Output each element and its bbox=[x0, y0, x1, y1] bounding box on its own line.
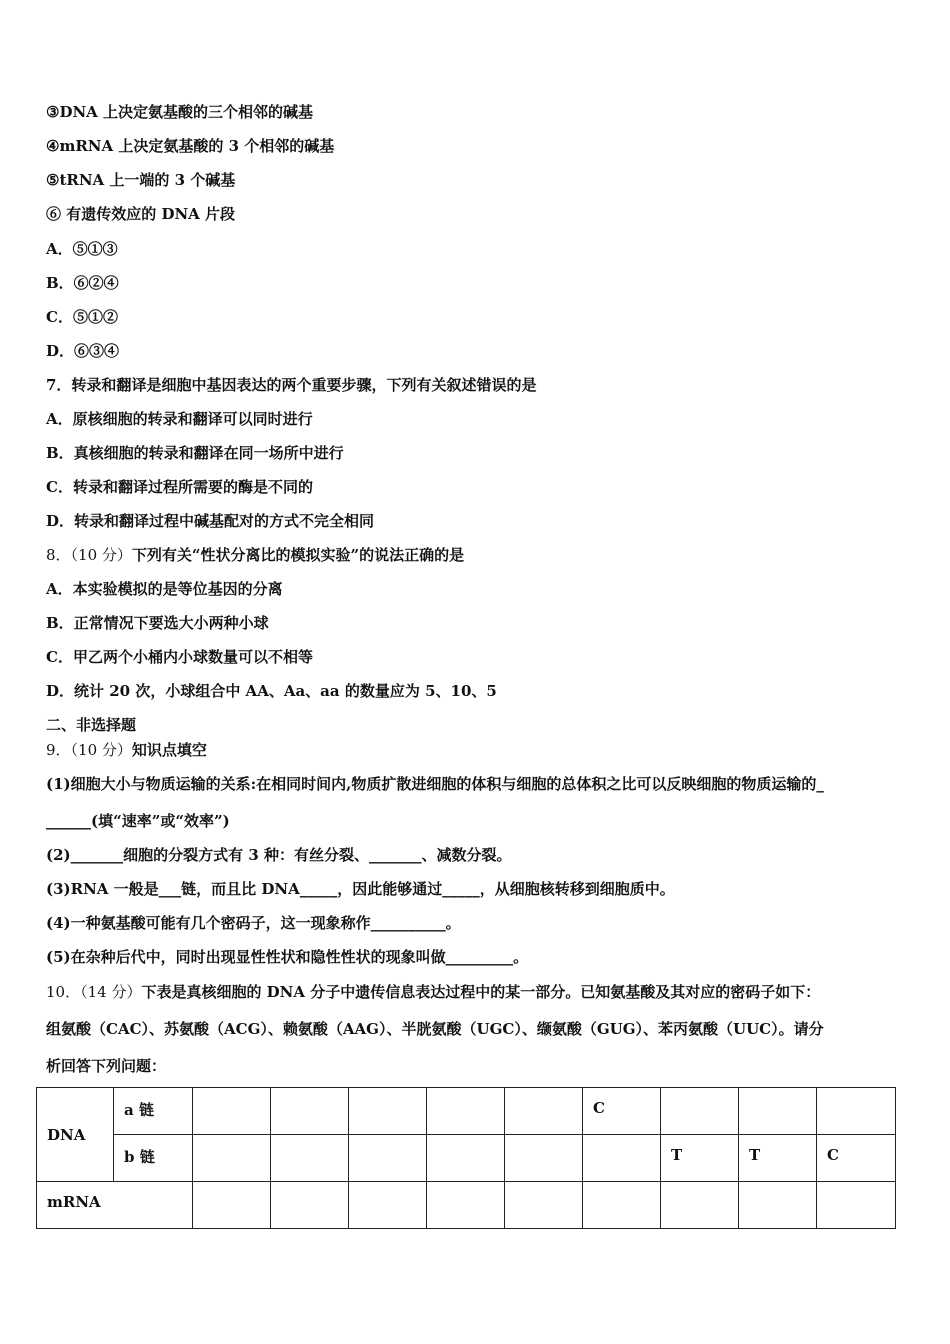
q6-item-3: ③DNA 上决定氨基酸的三个相邻的碱基 bbox=[46, 103, 314, 121]
mrna-cell bbox=[271, 1182, 349, 1229]
q9-number: 9．（10 分） bbox=[46, 741, 132, 759]
q8-option-c: C．甲乙两个小桶内小球数量可以不相等 bbox=[46, 648, 313, 666]
dna-label: DNA bbox=[47, 1125, 86, 1144]
a-cell bbox=[739, 1088, 817, 1135]
q7-option-c: C．转录和翻译过程所需要的酶是不同的 bbox=[46, 478, 313, 496]
dna-table bbox=[36, 1087, 896, 1229]
q10-stem-3: 析回答下列问题： bbox=[46, 1057, 167, 1075]
q6-option-a: A．⑤①③ bbox=[46, 240, 118, 258]
q6-item-4: ④mRNA 上决定氨基酸的 3 个相邻的碱基 bbox=[46, 137, 335, 155]
q9-item-5: (5)在杂种后代中，同时出现显性性状和隐性性状的现象叫做_________。 bbox=[46, 948, 529, 966]
a-cell bbox=[505, 1088, 583, 1135]
mrna-cell bbox=[427, 1182, 505, 1229]
row-a-chain bbox=[37, 1088, 896, 1135]
q8-text: 下列有关“性状分离比的模拟实验”的说法正确的是 bbox=[131, 546, 465, 564]
section-heading: 二、非选择题 bbox=[46, 716, 137, 734]
q9-item-3: (3)RNA 一般是___链，而且比 DNA_____，因此能够通过_____，从细胞核转移到细胞质中。 bbox=[46, 880, 675, 898]
row-b-chain bbox=[37, 1135, 896, 1182]
cell-mrna-label bbox=[37, 1182, 193, 1229]
mrna-label: mRNA bbox=[47, 1193, 101, 1211]
mrna-cell bbox=[349, 1182, 427, 1229]
b-cell bbox=[505, 1135, 583, 1182]
a-cell: C bbox=[583, 1088, 661, 1135]
mrna-cell bbox=[505, 1182, 583, 1229]
mrna-cell bbox=[583, 1182, 661, 1229]
b-cell bbox=[583, 1135, 661, 1182]
q6-option-d: D．⑥③④ bbox=[46, 342, 120, 360]
q9-stem bbox=[46, 740, 207, 760]
q8-number: 8．（10 分） bbox=[46, 546, 132, 564]
q7-stem: 7．转录和翻译是细胞中基因表达的两个重要步骤，下列有关叙述错误的是 bbox=[46, 376, 537, 394]
q9-item-1: (1)细胞大小与物质运输的关系:在相同时间内,物质扩散进细胞的体积与细胞的总体积之比可以反映细胞的物质运输的_ bbox=[46, 775, 824, 793]
cell-b-label bbox=[114, 1135, 193, 1182]
b-chain-label: b 链 bbox=[124, 1148, 155, 1166]
q9-item-2: (2)_______细胞的分裂方式有 3 种：有丝分裂、_______、减数分裂。 bbox=[46, 846, 512, 864]
mrna-cell bbox=[739, 1182, 817, 1229]
b-cell bbox=[193, 1135, 271, 1182]
a-cell bbox=[271, 1088, 349, 1135]
b-cell bbox=[271, 1135, 349, 1182]
b-cell: C bbox=[817, 1135, 896, 1182]
q10-stem-2: 组氨酸（CAC）、苏氨酸（ACG）、赖氨酸（AAG）、半胱氨酸（UGC）、缬氨酸（GUG）、苯丙氨酸（UUC）。请分 bbox=[46, 1020, 824, 1038]
q8-option-d: D．统计 20 次，小球组合中 AA、Aa、aa 的数量应为 5、10、5 bbox=[46, 682, 497, 700]
mrna-cell bbox=[193, 1182, 271, 1229]
q10-text: 下表是真核细胞的 DNA 分子中遗传信息表达过程中的某一部分。已知氨基酸及其对应的密码子如下： bbox=[141, 983, 821, 1001]
q6-item-6: ⑥ 有遗传效应的 DNA 片段 bbox=[46, 205, 236, 223]
q6-option-b: B．⑥②④ bbox=[46, 274, 119, 292]
b-cell: T bbox=[739, 1135, 817, 1182]
cell-dna-label bbox=[37, 1088, 114, 1182]
a-cell bbox=[349, 1088, 427, 1135]
b-cell bbox=[427, 1135, 505, 1182]
row-mrna bbox=[37, 1182, 896, 1229]
q9-title: 知识点填空 bbox=[131, 741, 207, 759]
b-cell bbox=[349, 1135, 427, 1182]
mrna-cell bbox=[817, 1182, 896, 1229]
q7-option-d: D．转录和翻译过程中碱基配对的方式不完全相同 bbox=[46, 512, 375, 530]
q9-item-4: (4)一种氨基酸可能有几个密码子，这一现象称作__________。 bbox=[46, 914, 461, 932]
q8-stem bbox=[46, 545, 464, 565]
cell-a-label bbox=[114, 1088, 193, 1135]
a-cell bbox=[193, 1088, 271, 1135]
q8-option-a: A．本实验模拟的是等位基因的分离 bbox=[46, 580, 283, 598]
q7-option-b: B．真核细胞的转录和翻译在同一场所中进行 bbox=[46, 444, 344, 462]
a-chain-label: a 链 bbox=[124, 1101, 154, 1119]
b-cell: T bbox=[661, 1135, 739, 1182]
a-cell bbox=[817, 1088, 896, 1135]
q8-option-b: B．正常情况下要选大小两种小球 bbox=[46, 614, 269, 632]
a-cell bbox=[661, 1088, 739, 1135]
q9-item-1-cont: ______(填“速率”或“效率”) bbox=[46, 812, 230, 830]
a-cell bbox=[427, 1088, 505, 1135]
q6-option-c: C．⑤①② bbox=[46, 308, 118, 326]
q10-number: 10．（14 分） bbox=[46, 983, 142, 1001]
q7-option-a: A．原核细胞的转录和翻译可以同时进行 bbox=[46, 410, 313, 428]
q6-item-5: ⑤tRNA 上一端的 3 个碱基 bbox=[46, 171, 236, 189]
mrna-cell bbox=[661, 1182, 739, 1229]
q10-stem-1 bbox=[46, 982, 820, 1002]
